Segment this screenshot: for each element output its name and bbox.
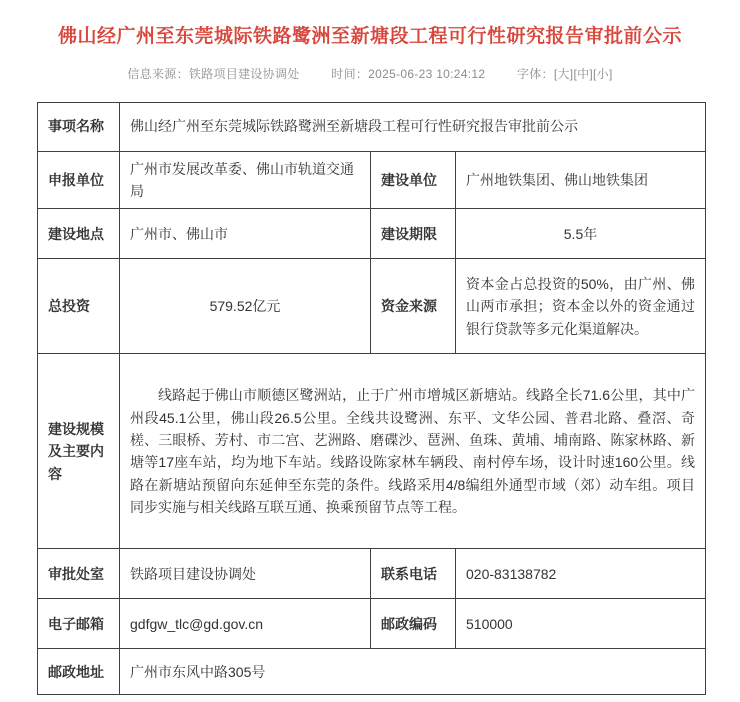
font-size-control	[517, 67, 613, 81]
label-email: 电子邮箱	[38, 599, 120, 649]
value-total-investment: 579.52亿元	[120, 259, 371, 354]
table-row	[38, 151, 706, 209]
label-contact-phone: 联系电话	[371, 549, 456, 599]
page-title: 佛山经广州至东莞城际铁路鹭洲至新塘段工程可行性研究报告审批前公示	[57, 26, 682, 47]
value-email: gdfgw_tlc@gd.gov.cn	[120, 599, 371, 649]
table-row	[38, 354, 706, 549]
publish-time	[331, 67, 485, 81]
font-size-large-button[interactable]: [大]	[553, 66, 574, 81]
publish-time-label: 时间：	[331, 66, 369, 81]
label-applicant: 申报单位	[38, 151, 120, 209]
project-info-table	[37, 102, 706, 696]
label-funding-source: 资金来源	[371, 259, 456, 354]
label-duration: 建设期限	[371, 209, 456, 259]
label-approval-office: 审批处室	[38, 549, 120, 599]
table-row	[38, 599, 706, 649]
label-postal-code: 邮政编码	[371, 599, 456, 649]
value-applicant: 广州市发展改革委、佛山市轨道交通局	[120, 151, 371, 209]
value-approval-office: 铁路项目建设协调处	[120, 549, 371, 599]
table-row	[38, 209, 706, 259]
table-row	[38, 549, 706, 599]
font-size-label: 字体：	[516, 66, 554, 81]
label-total-investment: 总投资	[38, 259, 120, 354]
value-project-name: 佛山经广州至东莞城际铁路鹭洲至新塘段工程可行性研究报告审批前公示	[120, 102, 706, 151]
value-funding-source: 资本金占总投资的50%，由广州、佛山两市承担；资本金以外的资金通过银行贷款等多元化渠道解决。	[456, 259, 706, 354]
label-scale-and-content: 建设规模及主要内容	[38, 354, 120, 549]
label-location: 建设地点	[38, 209, 120, 259]
value-scale-and-content: 线路起于佛山市顺德区鹭洲站，止于广州市增城区新塘站。线路全长71.6公里，其中广州段45.1公里，佛山段26.5公里。全线共设鹭洲、东平、文华公园、普君北路、叠滘、奇槎、三眼桥、芳村、市二宫、艺洲路、磨碟沙、琶洲、鱼珠、黄埔、埔南路、陈家林路、新塘等17座车站，均为地下车站。线路设陈家林车辆段、南村停车场，设计时速160公里。线路在新塘站预留向东延伸至东莞的条件。线路采用4/8编组外通型市域（郊）动车组。项目同步实施与相关线路互联互通、换乘预留节点等工程。	[120, 354, 706, 549]
table-row	[38, 649, 706, 695]
value-location: 广州市、佛山市	[120, 209, 371, 259]
table-row	[38, 102, 706, 151]
value-postal-address: 广州市东风中路305号	[120, 649, 706, 695]
info-source	[127, 67, 299, 81]
value-postal-code: 510000	[456, 599, 706, 649]
font-size-small-button[interactable]: [小]	[593, 66, 613, 81]
value-contact-phone: 020-83138782	[456, 549, 706, 599]
table-row	[38, 259, 706, 354]
meta-bar	[0, 65, 740, 82]
publish-time-value: 2025-06-23 10:24:12	[368, 66, 486, 81]
font-size-medium-button[interactable]: [中]	[573, 66, 594, 81]
label-construction-unit: 建设单位	[371, 151, 456, 209]
info-source-label: 信息来源：	[127, 66, 189, 81]
value-construction-unit: 广州地铁集团、佛山地铁集团	[456, 151, 706, 209]
label-project-name: 事项名称	[38, 102, 120, 151]
value-duration: 5.5年	[456, 209, 706, 259]
label-postal-address: 邮政地址	[38, 649, 120, 695]
info-source-value: 铁路项目建设协调处	[188, 66, 300, 81]
